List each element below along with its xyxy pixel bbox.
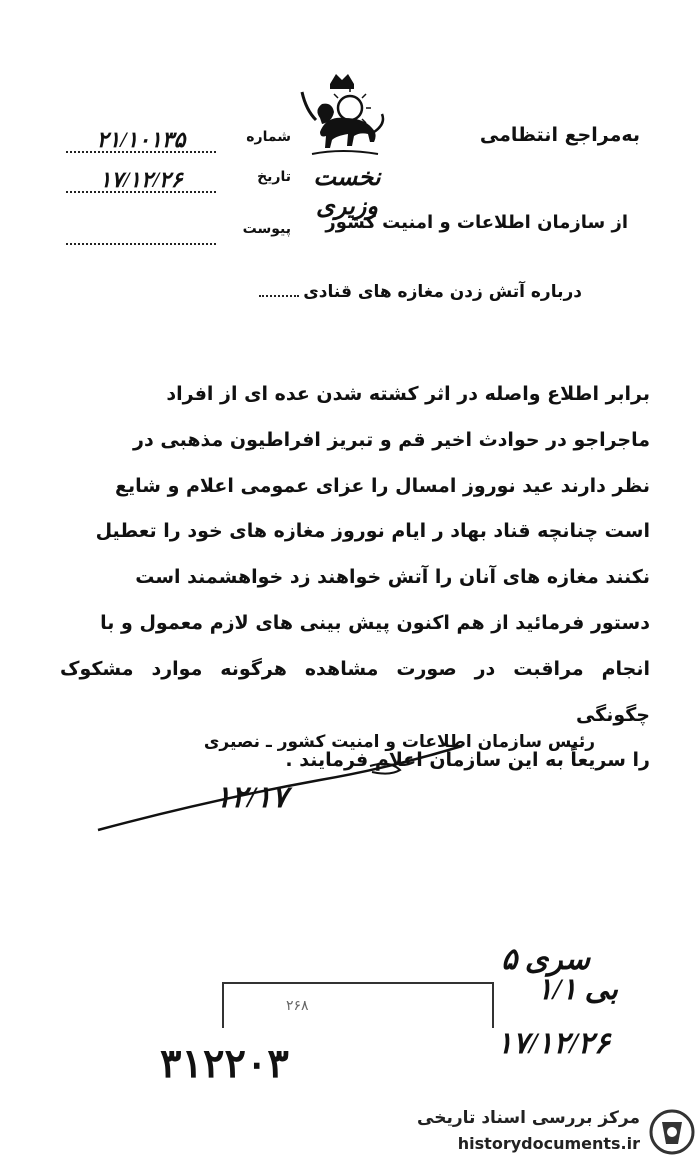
subject-dotted-tail	[259, 295, 299, 297]
body-line: ماجراجو در حوادث اخیر قم و تبریز افراطیون مذهبی در	[133, 428, 650, 451]
attachment-dotted-line	[66, 243, 216, 245]
archive-watermark	[410, 1104, 700, 1169]
body-line: انجام مراقبت در صورت مشاهده هرگونه موارد مشکوک چگونگی	[60, 657, 650, 726]
handwritten-note: بی ۱/۱	[536, 973, 618, 1006]
handwritten-note: سری ۵	[501, 943, 590, 976]
attachment-label: پیوست	[242, 221, 291, 237]
body-line: نظر دارند عید نوروز امسال را عزای عمومی اعلام و شایع	[115, 474, 650, 497]
number-value: ۲۱/۱۰۱۳۵	[96, 127, 186, 152]
subject-line	[259, 282, 582, 302]
date-dotted-line	[66, 191, 216, 193]
lion-and-sun-emblem-icon	[292, 70, 392, 162]
number-dotted-line	[66, 151, 216, 153]
signature-date: ۱۲/۱۷	[215, 781, 288, 814]
sender-organization: از سازمان اطلاعات و امنیت کشور	[325, 212, 628, 233]
watermark-url: historydocuments.ir	[457, 1134, 640, 1153]
body-line: دستور فرمائید از هم اکنون پیش بینی های لازم معمول و با	[100, 611, 650, 634]
number-row	[66, 127, 291, 157]
ministry-title: نخست وزیری	[313, 162, 381, 220]
letter-body	[60, 372, 650, 784]
archive-logo-icon	[648, 1108, 696, 1156]
attachment-row	[66, 219, 291, 249]
body-line: نکنند مغازه های آنان را آتش خواهند زد خواهشمند است	[135, 566, 650, 589]
date-label: تاریخ	[257, 169, 291, 185]
number-label: شماره	[246, 129, 291, 145]
body-line: است چنانچه قناد بهاد ر ایام نوروز مغازه های خود را تعطیل	[95, 520, 650, 543]
signature-line: رئیس سازمان اطلاعات و امنیت کشور ـ نصیری	[203, 732, 595, 752]
filing-number: ۳۱۲۲۰۳	[160, 1041, 289, 1086]
addressee: به‌مراجع انتظامی	[479, 124, 640, 146]
body-line: را سریعاً به این سازمان اعلام فرمایند .	[285, 749, 650, 772]
body-line: برابر اطلاع واصله در اثر کشته شدن عده ای از افراد	[166, 383, 650, 405]
stamp-text: ۲۶۸	[286, 998, 309, 1014]
date-value: ۱۷/۱۲/۲۶	[99, 167, 183, 192]
date-row	[66, 167, 291, 197]
watermark-title: مرکز بررسی اسناد تاریخی	[417, 1108, 640, 1128]
stamp-frame	[222, 982, 494, 1028]
subject-text: درباره آتش زدن مغازه های قنادی	[303, 282, 582, 302]
handwritten-note: ۱۷/۱۲/۲۶	[496, 1027, 610, 1060]
